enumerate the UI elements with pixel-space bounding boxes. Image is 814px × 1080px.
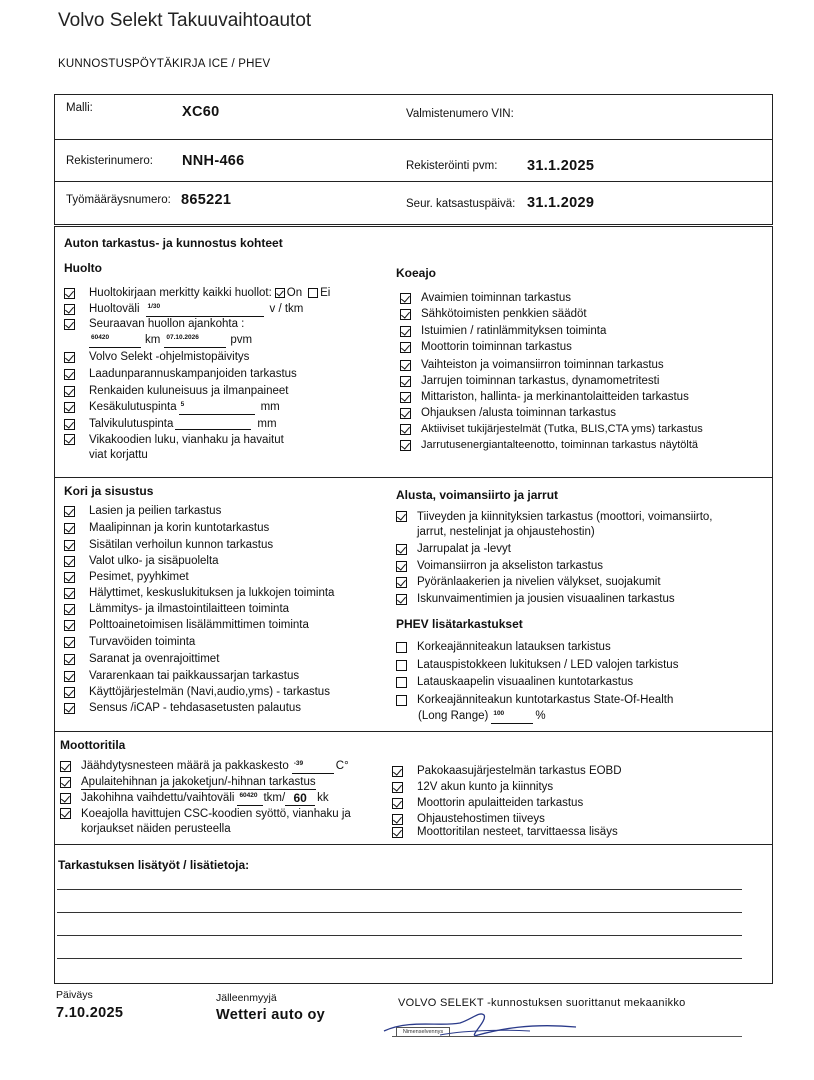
koeajo-item: Jarrujen toiminnan tarkastus, dynamometritesti [421, 375, 660, 387]
phev-item: Latauskaapelin visuaalinen kuntotarkastus [417, 676, 634, 688]
moottoritila-right-checkbox[interactable] [392, 827, 403, 838]
coolant-value: -39 [293, 760, 304, 767]
huolto-next-km: 60420 [91, 334, 110, 341]
coolant-label: Jäähdytysnesteen määrä ja pakkaskesto [81, 760, 289, 772]
dealer-label: Jälleenmyyjä [216, 992, 277, 1004]
koeajo-checkbox[interactable] [400, 342, 411, 353]
moottoritila-checkbox[interactable] [60, 793, 71, 804]
kori-item: Vararenkaan tai paikkaussarjan tarkastus [89, 670, 300, 682]
phev-soh-unit: % [535, 710, 546, 722]
registration-date-value: 31.1.2025 [527, 158, 595, 174]
koeajo-item: Moottorin toiminnan tarkastus [421, 341, 572, 353]
moottoritila-right-checkbox[interactable] [392, 798, 403, 809]
huolto-item-checkbox[interactable] [64, 386, 75, 397]
koeajo-checkbox[interactable] [400, 408, 411, 419]
alusta-item: Iskunvaimentimien ja jousien visuaalinen tarkastus [417, 593, 675, 605]
document-title: Volvo Selekt Takuuvaihtoautot [58, 10, 312, 31]
huolto-interval-label: Huoltoväli [89, 303, 140, 315]
kori-checkbox[interactable] [64, 637, 75, 648]
huolto-book-label: Huoltokirjaan merkitty kaikki huollot: [89, 287, 272, 299]
phev-item: Korkeajänniteakun latauksen tarkistus [417, 641, 611, 653]
huolto-fault-checkbox[interactable] [64, 434, 75, 445]
huolto-pvm-label: pvm [230, 334, 253, 346]
kori-item: Sensus /iCAP - tehdasasetusten palautus [89, 702, 302, 714]
kori-checkbox[interactable] [64, 620, 75, 631]
kori-item: Valot ulko- ja sisäpuolelta [89, 555, 219, 567]
alusta-heading: Alusta, voimansiirto ja jarrut [396, 488, 559, 502]
timing-km: 60420 [239, 792, 258, 799]
moottoritila-right-checkbox[interactable] [392, 814, 403, 825]
alusta-item: Pyöränlaakerien ja nivelien välykset, suojakumit [417, 576, 661, 588]
huolto-ei-checkbox[interactable] [308, 288, 318, 298]
phev-checkbox[interactable] [396, 677, 407, 688]
alusta-checkbox[interactable] [396, 594, 407, 605]
moottoritila-checkbox[interactable] [60, 808, 71, 819]
huolto-winter-value [175, 418, 177, 425]
koeajo-checkbox[interactable] [400, 293, 411, 304]
koeajo-item: Vaihteiston ja voimansiirron toiminnan tarkastus [421, 359, 664, 371]
huolto-heading: Huolto [64, 261, 102, 275]
kori-item: Hälyttimet, keskuslukituksen ja lukkojen toiminta [89, 587, 335, 599]
alusta-first-item: Tiiveyden ja kiinnityksien tarkastus (moottori, voimansiirto, jarrut, nestelinjat ja ohjaustehostin) [417, 511, 713, 538]
koeajo-checkbox[interactable] [400, 360, 411, 371]
alusta-item: Jarrupalat ja -levyt [417, 543, 511, 555]
huolto-item: Renkaiden kuluneisuus ja ilmanpaineet [89, 385, 289, 397]
phev-soh-prefix: (Long Range) [418, 710, 489, 722]
koeajo-item: Mittariston, hallinta- ja merkinantolaitteiden tarkastus [421, 391, 689, 403]
kori-checkbox[interactable] [64, 572, 75, 583]
huolto-next-checkbox[interactable] [64, 319, 75, 330]
kori-item: Lasien ja peilien tarkastus [89, 505, 222, 517]
huolto-interval-unit: v / tkm [269, 303, 304, 315]
vin-label: Valmistenumero VIN: [406, 108, 514, 120]
model-label: Malli: [66, 102, 93, 114]
notes-line[interactable] [57, 889, 742, 890]
huolto-item-checkbox[interactable] [64, 352, 75, 363]
koeajo-checkbox[interactable] [400, 440, 411, 451]
notes-line[interactable] [57, 958, 742, 959]
phev-heading: PHEV lisätarkastukset [396, 617, 523, 631]
name-stamp: Nimenselvennys [396, 1027, 450, 1037]
koeajo-checkbox[interactable] [400, 424, 411, 435]
kori-checkbox[interactable] [64, 671, 75, 682]
kori-item: Käyttöjärjestelmän (Navi,audio,yms) - tarkastus [89, 686, 330, 698]
belt-label: Apulaitehihnan ja jakoketjun/-hihnan tarkastus [81, 776, 316, 788]
moottoritila-right-checkbox[interactable] [392, 766, 403, 777]
huolto-item-checkbox[interactable] [64, 369, 75, 380]
coolant-unit: C° [335, 760, 349, 772]
huolto-winter-label: Talvikulutuspinta [89, 418, 174, 430]
alusta-checkbox[interactable] [396, 511, 407, 522]
kori-item: Turvavöiden toiminta [89, 636, 196, 648]
notes-line[interactable] [57, 935, 742, 936]
work-order-label: Työmääräysnumero: [66, 194, 171, 206]
alusta-item: Voimansiirron ja akseliston tarkastus [417, 560, 603, 572]
kori-checkbox[interactable] [64, 703, 75, 714]
koeajo-item: Ohjauksen /alusta toiminnan tarkastus [421, 407, 616, 419]
checklist-title: Auton tarkastus- ja kunnostus kohteet [64, 236, 283, 250]
huolto-summer-unit: mm [260, 401, 280, 413]
huolto-km-label: km [145, 334, 161, 346]
moottoritila-checkbox[interactable] [60, 761, 71, 772]
kori-item: Pesimet, pyyhkimet [89, 571, 189, 583]
kori-item: Sisätilan verhoilun kunnon tarkastus [89, 539, 274, 551]
huolto-next-date: 07.10.2026 [166, 334, 199, 341]
kori-checkbox[interactable] [64, 540, 75, 551]
timing-unit: kk [317, 792, 329, 804]
alusta-checkbox[interactable] [396, 561, 407, 572]
huolto-winter-unit: mm [257, 418, 277, 430]
koeajo-checkbox[interactable] [400, 309, 411, 320]
mechanic-signature [380, 1005, 580, 1045]
koeajo-item: Avaimien toiminnan tarkastus [421, 292, 571, 304]
huolto-item: Volvo Selekt -ohjelmistopäivitys [89, 351, 250, 363]
huolto-summer-value: 5 [180, 401, 185, 408]
dealer-value: Wetteri auto oy [216, 1007, 325, 1023]
phev-soh-value: 100 [493, 710, 505, 717]
kori-item: Polttoainetoimisen lisälämmittimen toiminta [89, 619, 309, 631]
koeajo-item: Aktiiviset tukijärjestelmät (Tutka, BLIS,CTA yms) tarkastus [421, 423, 703, 435]
inspection-date-label: Seur. katsastuspäivä: [406, 198, 516, 210]
moottoritila-checkbox[interactable] [60, 777, 71, 788]
huolto-book-checkbox[interactable] [64, 288, 75, 299]
kori-item: Lämmitys- ja ilmastointilaitteen toiminta [89, 603, 290, 615]
phev-soh-label: Korkeajänniteakun kuntotarkastus State-Of-Health [417, 694, 674, 706]
kori-checkbox[interactable] [64, 588, 75, 599]
timing-mid: tkm/ [263, 792, 286, 804]
kori-checkbox[interactable] [64, 687, 75, 698]
kori-heading: Kori ja sisustus [64, 484, 154, 498]
registration-date-label: Rekisteröinti pvm: [406, 160, 498, 172]
moottoritila-right-item: Ohjaustehostimen tiiveys [417, 813, 545, 825]
registration-label: Rekisterinumero: [66, 155, 153, 167]
timing-interval: 60 [285, 792, 315, 806]
huolto-interval-checkbox[interactable] [64, 304, 75, 315]
model-value: XC60 [182, 104, 220, 120]
koeajo-checkbox[interactable] [400, 392, 411, 403]
koeajo-item: Istuimien / ratinlämmityksen toiminta [421, 325, 607, 337]
alusta-checkbox[interactable] [396, 544, 407, 555]
phev-checkbox[interactable] [396, 695, 407, 706]
huolto-on-label: On [286, 287, 303, 299]
phev-checkbox[interactable] [396, 642, 407, 653]
kori-checkbox[interactable] [64, 556, 75, 567]
huolto-next-label: Seuraavan huollon ajankohta : [89, 318, 245, 330]
huolto-on-checkbox[interactable] [275, 288, 285, 298]
registration-value: NNH-466 [182, 153, 245, 169]
huolto-item: Laadunparannuskampanjoiden tarkastus [89, 368, 297, 380]
kori-checkbox[interactable] [64, 604, 75, 615]
moottoritila-right-checkbox[interactable] [392, 782, 403, 793]
koeajo-item: Jarrutusenergiantalteenotto, toiminnan tarkastus näytöltä [421, 439, 698, 451]
moottoritila-heading: Moottoritila [60, 738, 126, 752]
phev-checkbox[interactable] [396, 660, 407, 671]
moottoritila-right-item: Pakokaasujärjestelmän tarkastus EOBD [417, 765, 622, 777]
phev-item: Latauspistokkeen lukituksen / LED valojen tarkistus [417, 659, 679, 671]
kori-checkbox[interactable] [64, 654, 75, 665]
moottoritila-right-item: 12V akun kunto ja kiinnitys [417, 781, 554, 793]
huolto-summer-checkbox[interactable] [64, 402, 75, 413]
koeajo-checkbox[interactable] [400, 326, 411, 337]
alusta-checkbox[interactable] [396, 577, 407, 588]
date-value: 7.10.2025 [56, 1005, 124, 1021]
kori-checkbox[interactable] [64, 506, 75, 517]
huolto-winter-checkbox[interactable] [64, 419, 75, 430]
mechanic-label: VOLVO SELEKT -kunnostuksen suorittanut mekaanikko [398, 997, 686, 1009]
inspection-date-value: 31.1.2029 [527, 195, 595, 211]
koeajo-heading: Koeajo [396, 266, 437, 280]
huolto-ei-label: Ei [320, 287, 331, 299]
koeajo-item: Sähkötoimisten penkkien säädöt [421, 308, 587, 320]
notes-heading: Tarkastuksen lisätyöt / lisätietoja: [58, 858, 250, 872]
document-subtitle: KUNNOSTUSPÖYTÄKIRJA ICE / PHEV [58, 58, 271, 70]
notes-line[interactable] [57, 912, 742, 913]
kori-item: Maalipinnan ja korin kuntotarkastus [89, 522, 270, 534]
moottoritila-right-item: Moottoritilan nesteet, tarvittaessa lisäys [417, 826, 618, 838]
huolto-summer-label: Kesäkulutuspinta [89, 401, 177, 413]
huolto-fault-label: Vikakoodien luku, vianhaku ja havaitut viat korjattu [89, 434, 284, 461]
timing-label: Jakohihna vaihdettu/vaihtoväli [81, 792, 235, 804]
huolto-interval-value: 1/30 [147, 303, 161, 310]
kori-checkbox[interactable] [64, 523, 75, 534]
date-label: Päiväys [56, 989, 93, 1001]
moottoritila-right-item: Moottorin apulaitteiden tarkastus [417, 797, 584, 809]
work-order-value: 865221 [181, 192, 232, 208]
koeajo-checkbox[interactable] [400, 376, 411, 387]
kori-item: Saranat ja ovenrajoittimet [89, 653, 220, 665]
csc-label: Koeajolla havittujen CSC-koodien syöttö, vianhaku ja korjaukset näiden perusteella [81, 808, 351, 835]
